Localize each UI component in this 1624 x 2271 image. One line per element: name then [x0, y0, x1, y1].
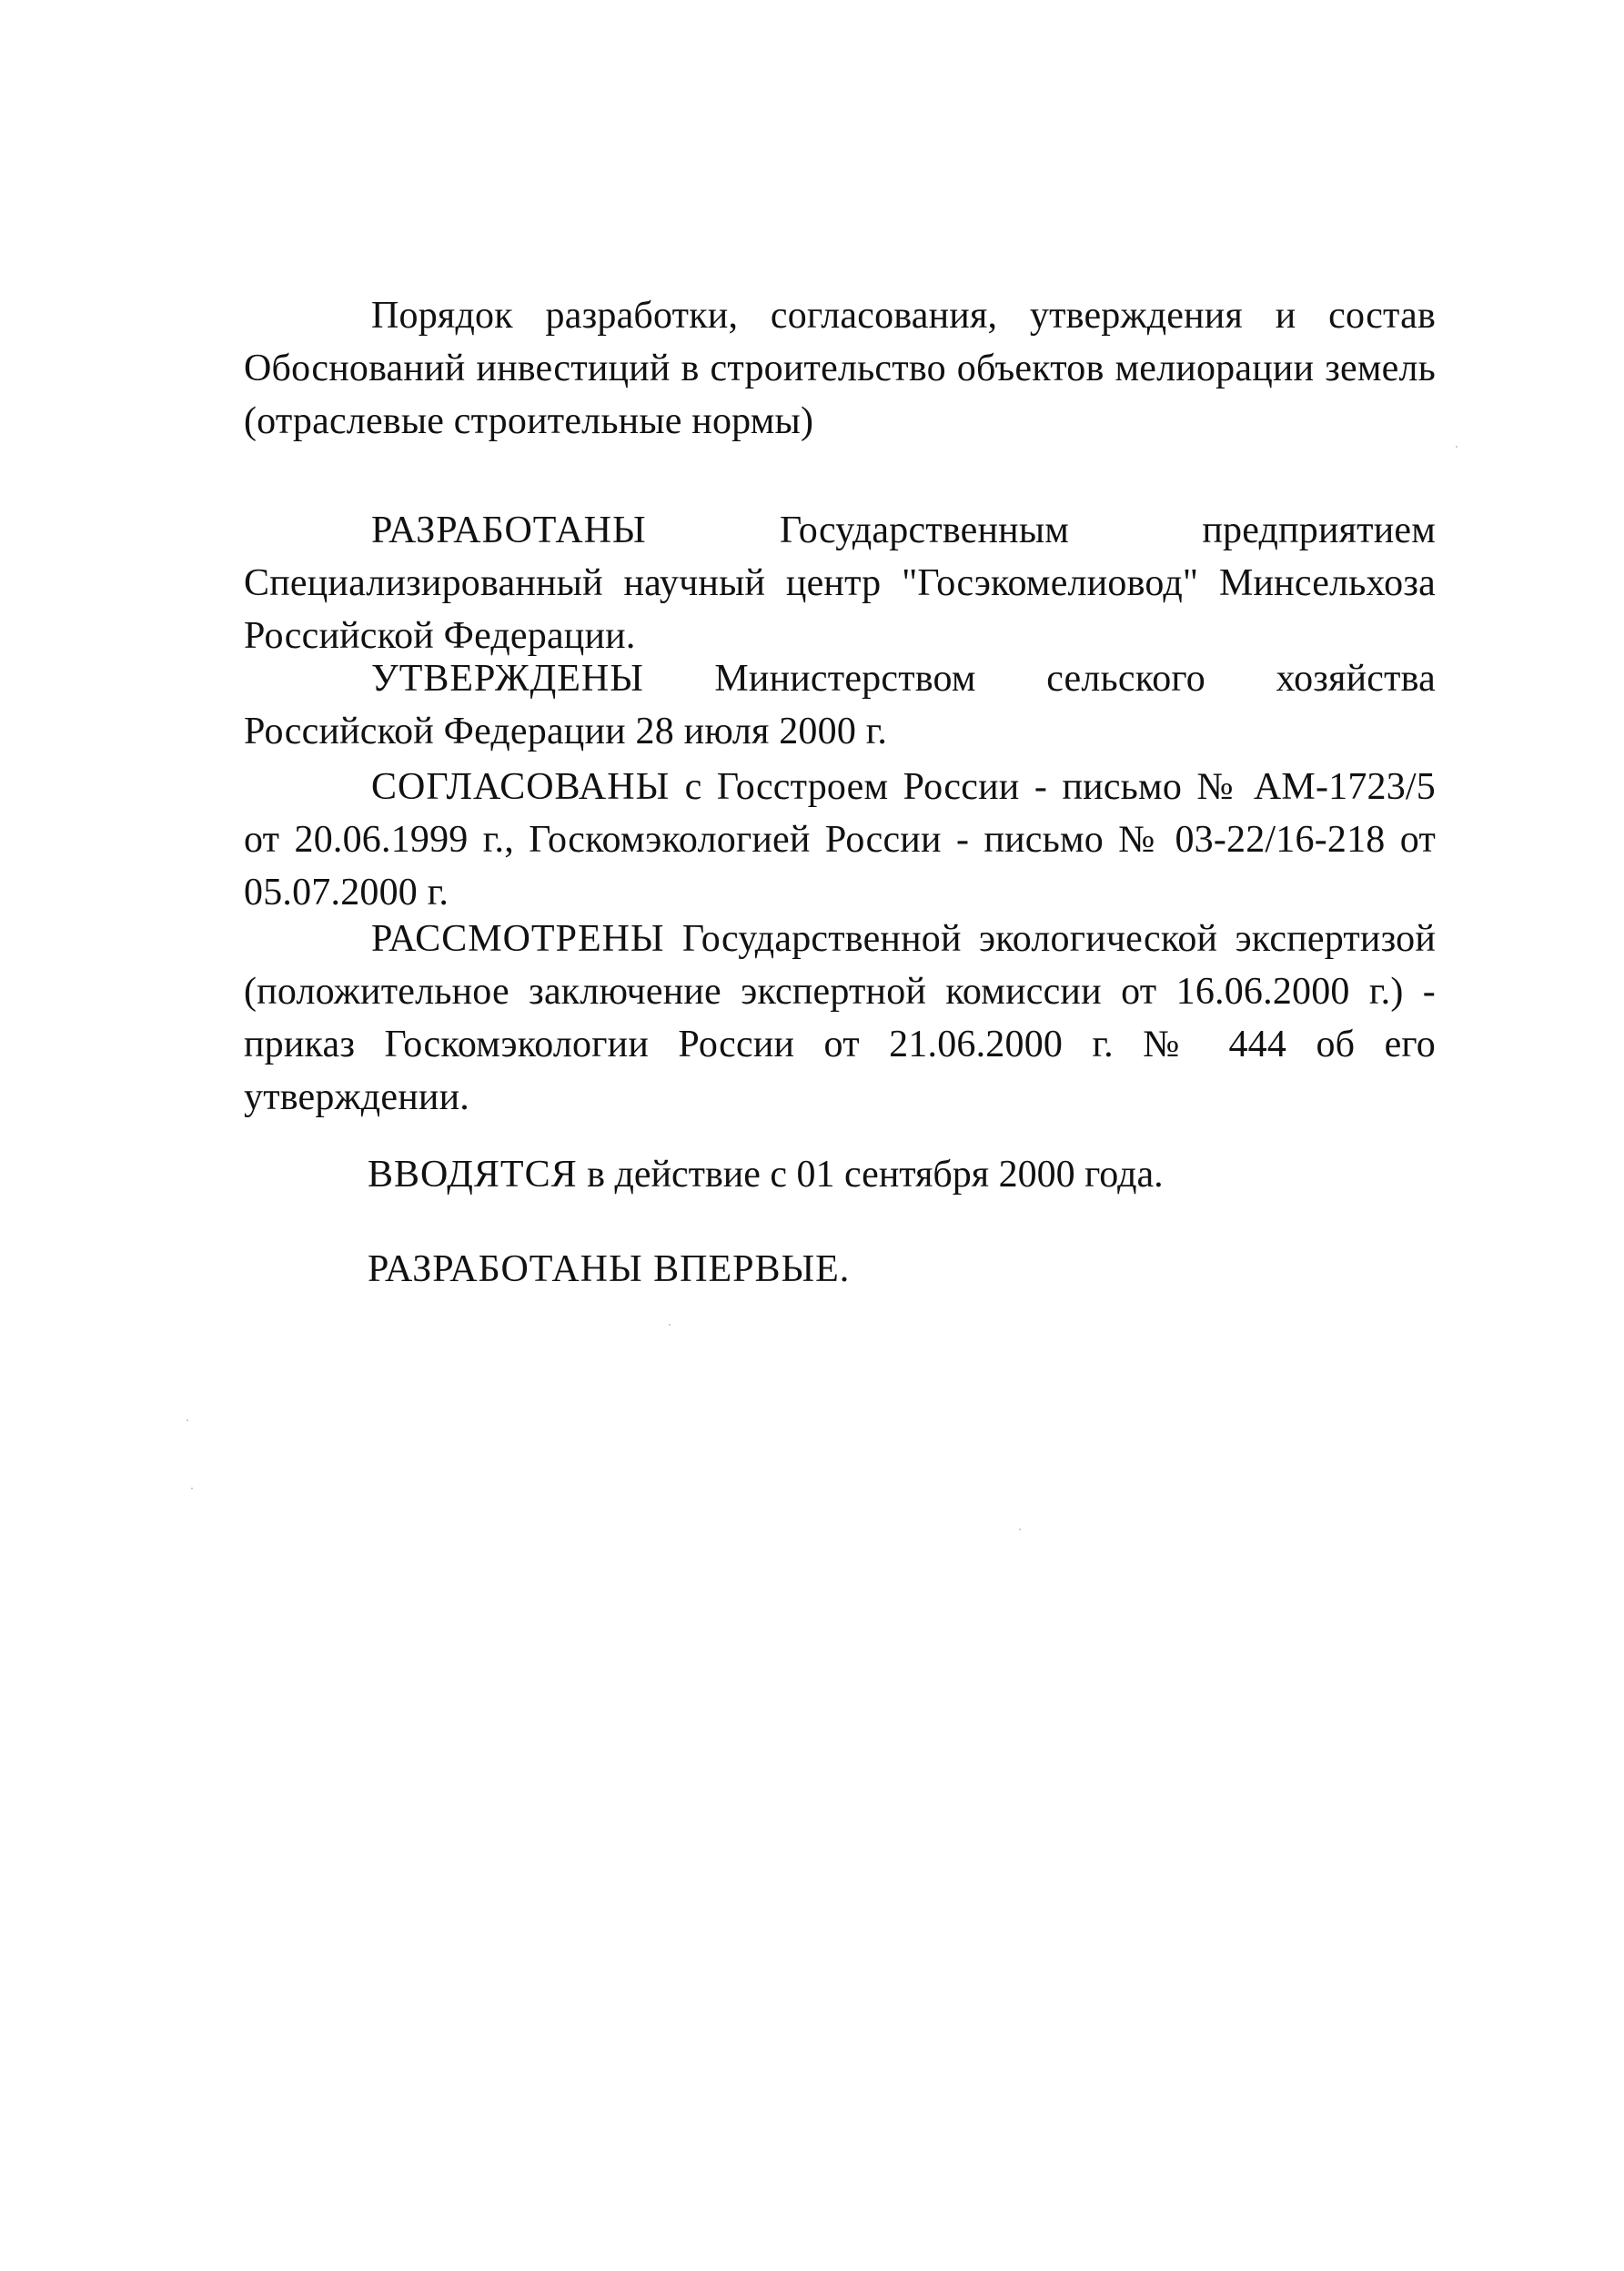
- approved-paragraph: [244, 652, 1436, 758]
- developed-label: РАЗРАБОТАНЫ: [371, 510, 647, 551]
- enforcement-line: [368, 1148, 1164, 1201]
- enforced-text: в действие с 01 сентября 2000 года.: [587, 1154, 1164, 1196]
- agreed-label: СОГЛАСОВАНЫ: [371, 766, 671, 808]
- document-title-block: [244, 289, 1436, 448]
- agreed-text: с Госстроем России - письмо № АМ-1723/5 от 20.06.1999 г., Госкомэкологией России - письмо № 03-22/16-218 от 05.07.2000 г.: [244, 766, 1436, 913]
- reviewed-label: РАССМОТРЕНЫ: [371, 918, 665, 960]
- approved-label: УТВЕРЖДЕНЫ: [371, 658, 644, 700]
- first-time-line: РАЗРАБОТАНЫ ВПЕРВЫЕ.: [368, 1248, 851, 1290]
- reviewed-text: Государственной экологической экспертизой (положительное заключение экспертной комиссии от 16.06.2000 г.) - приказ Госкомэкологии России от 21.06.2000 г. № 444 об его утверждении.: [244, 918, 1437, 1118]
- enforced-label: ВВОДЯТСЯ: [368, 1154, 578, 1196]
- approved-text: Министерством сельского хозяйства Российской Федерации 28 июля 2000 г.: [244, 658, 1436, 752]
- scan-speck: [669, 1324, 671, 1326]
- document-title: Порядок разработки, согласования, утверждения и состав Обоснований инвестиций в строительство объектов мелиорации земель (отраслевые строительные нормы): [244, 295, 1436, 442]
- developed-text: Государственным предприятием Специализированный научный центр "Госэкомелиовод" Минсельхоза Российской Федерации.: [244, 510, 1436, 657]
- reviewed-paragraph: [244, 913, 1436, 1124]
- developed-paragraph: [244, 504, 1436, 662]
- scan-speck: [191, 1488, 193, 1489]
- scan-speck: [187, 1419, 188, 1421]
- scan-speck: [1019, 1529, 1021, 1530]
- scan-speck: [1456, 446, 1458, 448]
- agreed-paragraph: [244, 761, 1436, 919]
